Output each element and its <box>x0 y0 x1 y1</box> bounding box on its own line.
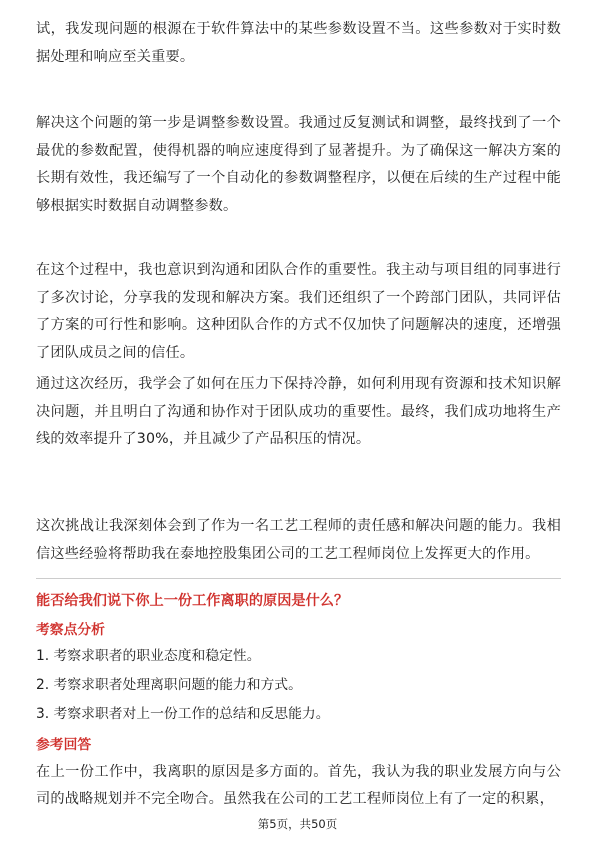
answer-heading: 参考回答 <box>36 737 92 753</box>
analysis-item-3: 3. 考察求职者对上一份工作的总结和反思能力。 <box>36 706 330 722</box>
paragraph-4: 通过这次经历，我学会了如何在压力下保持冷静，如何利用现有资源和技术知识解决问题，并且明白了沟通和协作对于团队成功的重要性。最终，我们成功地将生产线的效率提升了30%，并且减少了产品积压的情况。 <box>36 376 561 447</box>
page-number-footer: 第5页，共50页 <box>257 817 338 831</box>
paragraph-5: 这次挑战让我深刻体会到了作为一名工艺工程师的责任感和解决问题的能力。我相信这些经验将帮助我在泰地控股集团公司的工艺工程师岗位上发挥更大的作用。 <box>36 518 561 562</box>
analysis-heading: 考察点分析 <box>36 622 105 638</box>
paragraph-1: 试，我发现问题的根源在于软件算法中的某些参数设置不当。这些参数对于实时数据处理和响应至关重要。 <box>36 21 561 65</box>
analysis-item-1: 1. 考察求职者的职业态度和稳定性。 <box>36 648 261 664</box>
question-title: 能否给我们说下你上一份工作离职的原因是什么？ <box>36 593 349 609</box>
paragraph-3: 在这个过程中，我也意识到沟通和团队合作的重要性。我主动与项目组的同事进行了多次讨论，分享我的发现和解决方案。我们还组织了一个跨部门团队，共同评估了方案的可行性和影响。这种团队合作的方式不仅加快了问题解决的速度，还增强了团队成员之间的信任。 <box>36 262 561 361</box>
section-divider <box>36 578 561 579</box>
paragraph-2: 解决这个问题的第一步是调整参数设置。我通过反复测试和调整，最终找到了一个最优的参数配置，使得机器的响应速度得到了显著提升。为了确保这一解决方案的长期有效性，我还编写了一个自动化的参数调整程序，以便在后续的生产过程中能够根据实时数据自动调整参数。 <box>36 115 561 214</box>
analysis-item-2: 2. 考察求职者处理离职问题的能力和方式。 <box>36 677 302 693</box>
answer-paragraph: 在上一份工作中，我离职的原因是多方面的。首先，我认为我的职业发展方向与公司的战略规划并不完全吻合。虽然我在公司的工艺工程师岗位上有了一定的积累， <box>36 764 561 807</box>
